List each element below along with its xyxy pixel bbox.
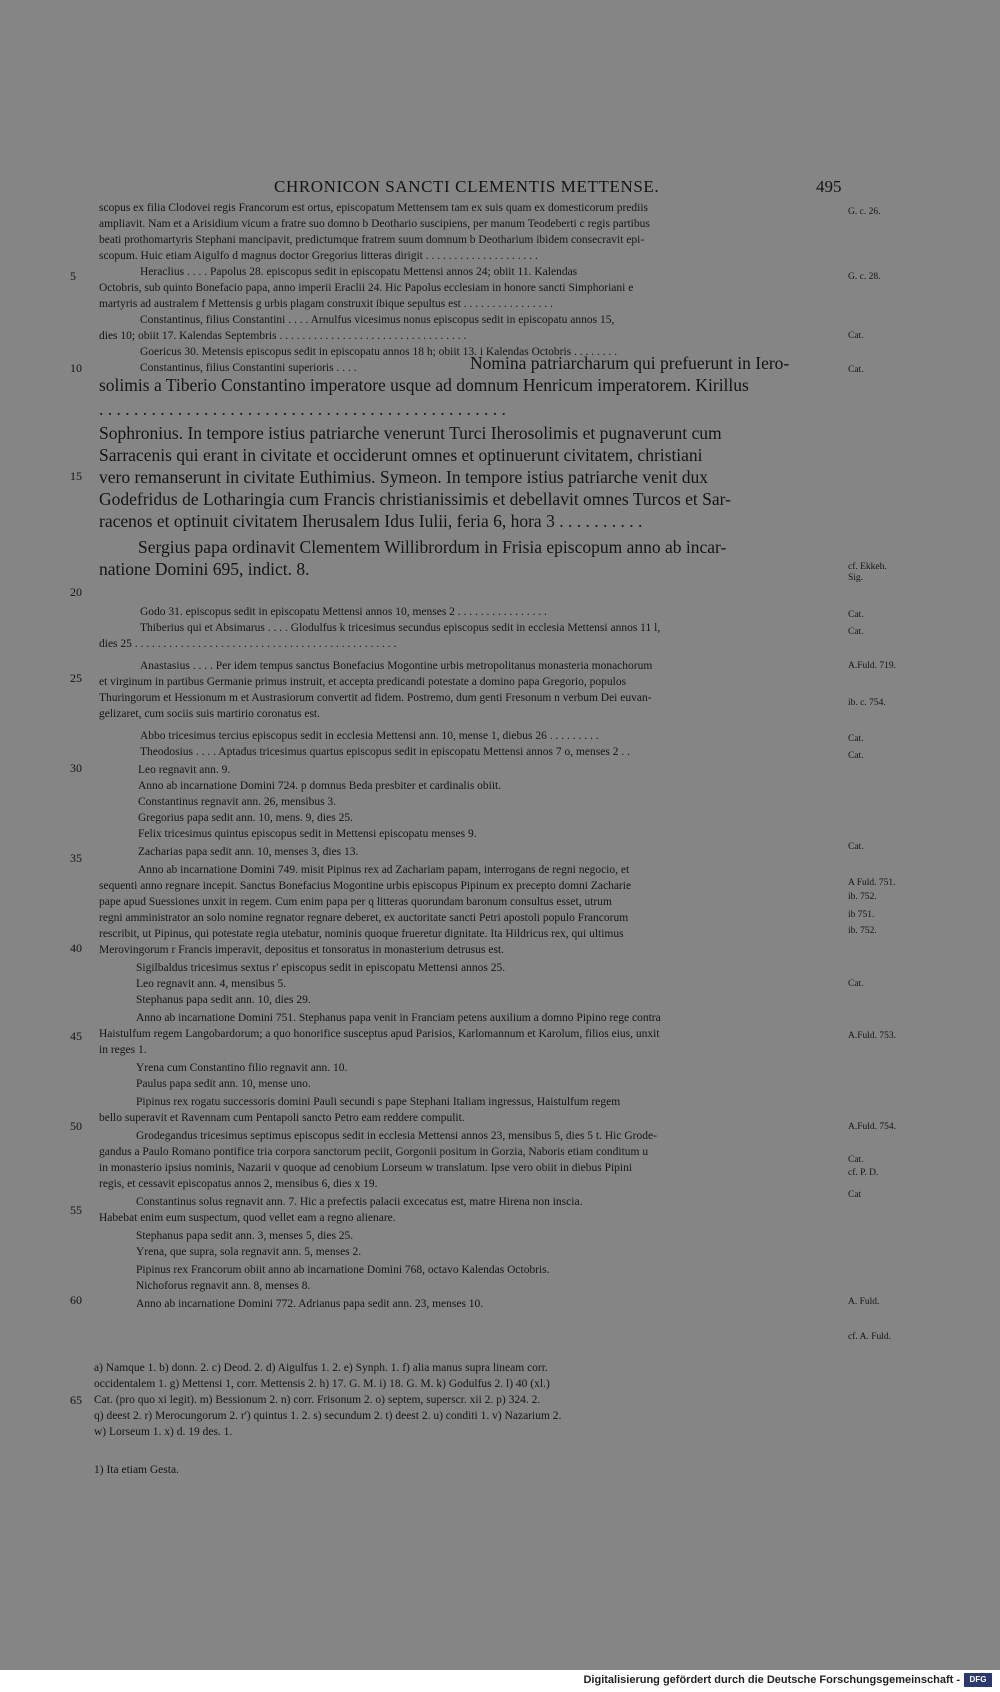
text-line: in reges 1. (99, 1044, 147, 1056)
text-line: Anastasius . . . . Per idem tempus sanctus Bonefacius Mogontine urbis metropolitanus monasteria monachorum (140, 660, 653, 672)
line-number: 30 (70, 761, 82, 775)
margin-note: G. c. 28. (848, 272, 881, 282)
text-line: Heraclius . . . . Papolus 28. episcopus sedit in episcopatu Mettensi annos 24; obiit 11. Kalendas (140, 266, 578, 278)
dfg-logo-icon: DFG (964, 1673, 992, 1687)
line-number: 55 (70, 1203, 82, 1217)
text-line: Leo regnavit ann. 9. (138, 764, 231, 776)
text-line: Pipinus rex Francorum obiit anno ab incarnatione Domini 768, octavo Kalendas Octobris. (136, 1264, 550, 1276)
text-line: Nomina patriarcharum qui prefuerunt in Iero- (470, 353, 790, 373)
margin-note: G. c. 26. (848, 207, 881, 217)
text-line: gandus a Paulo Romano pontifice tria corpora sanctorum peciit, Gorgonii positum in Gorzia, Naboris etiam conditum u (99, 1146, 649, 1158)
margin-note: cf. P. D. (848, 1168, 879, 1178)
text-line: Constantinus, filius Constantini . . . . Arnulfus vicesimus nonus episcopus sedit in episcopatu annos 15, (140, 314, 615, 326)
text-line: et virginum in partibus Germanie primus instruit, et accepta predicandi potestate a domino papa Gregorio, populos (99, 676, 627, 688)
text-line: Abbo tricesimus tercius episcopus sedit in ecclesia Mettensi ann. 10, mense 1, diebus 26 . . . . . . . . . (140, 730, 599, 742)
margin-note: Cat. (848, 365, 864, 375)
text-line: natione Domini 695, indict. 8. (99, 559, 310, 579)
text-line: Nichoforus regnavit ann. 8, menses 8. (136, 1280, 311, 1292)
text-line: scopum. Huic etiam Aigulfo d magnus doctor Gregorius litteras dirigit . . . . . . . . . . . . . . . . . . . . (99, 250, 538, 262)
margin-note: ib 751. (848, 910, 875, 920)
margin-note: cf. A. Fuld. (848, 1332, 892, 1342)
margin-note: Cat. (848, 751, 864, 761)
text-line: Stephanus papa sedit ann. 10, dies 29. (136, 994, 311, 1006)
text-line: Cat. (pro quo xi legit). m) Bessionum 2. n) corr. Frisonum 2. o) septem, superscr. xii 2. p) 324. 2. (94, 1394, 541, 1406)
text-line: 1) Ita etiam Gesta. (94, 1464, 179, 1476)
text-line: Thuringorum et Hessionum m et Austrasiorum convertit ad fidem. Postremo, dum genti Fresonum n verbum Dei euvan- (99, 692, 652, 704)
text-line: dies 10; obiit 17. Kalendas Septembris . . . . . . . . . . . . . . . . . . . . . . . . . . . . . . . . . (99, 330, 467, 342)
margin-note: Cat. (848, 331, 864, 341)
text-line: regni amministrator an solo nomine regnator regnare deberet, ex auctoritate sancti Petri apostoli populo Francorum (99, 912, 629, 924)
text-line: regis, et cessavit episcopatus annos 2, mensibus 6, dies x 19. (99, 1178, 378, 1190)
text-line: Pipinus rex rogatu successoris domini Pauli secundi s pape Stephani Italiam ingressus, Haistulfum regem (136, 1096, 621, 1108)
margin-note: Cat. (848, 610, 864, 620)
text-line: . . . . . . . . . . . . . . . . . . . . . . . . . . . . . . . . . . . . . . . . . . . . . . . (99, 399, 506, 419)
footer-bar (0, 1670, 1000, 1692)
text-line: Anno ab incarnatione Domini 772. Adrianus papa sedit ann. 23, menses 10. (136, 1298, 484, 1310)
text-line: Godefridus de Lotharingia cum Francis christianissimis et debellavit omnes Turcos et Sar- (99, 489, 731, 509)
line-number: 65 (70, 1393, 82, 1407)
text-line: Godo 31. episcopus sedit in episcopatu Mettensi annos 10, menses 2 . . . . . . . . . . . . . . . . (140, 606, 547, 618)
text-line: dies 25 . . . . . . . . . . . . . . . . . . . . . . . . . . . . . . . . . . . . . . . . . . . . . . (99, 638, 397, 650)
line-number: 20 (70, 585, 82, 599)
text-line: Constantinus solus regnavit ann. 7. Hic a prefectis palacii excecatus est, matre Hirena non inscia. (136, 1196, 583, 1208)
text-line: q) deest 2. r) Merocungorum 2. r') quintus 1. 2. s) secundum 2. t) deest 2. u) conditi 1. v) Nazarium 2. (94, 1410, 562, 1422)
text-line: sequenti anno regnare incepit. Sanctus Bonefacius Mogontine urbis episcopus Pipinum ex precepto domni Zacharie (99, 880, 632, 892)
text-line: Leo regnavit ann. 4, mensibus 5. (136, 978, 287, 990)
text-line: bello superavit et Ravennam cum Pentapoli sancto Petro eam reddere compulit. (99, 1112, 465, 1124)
text-line: occidentalem 1. g) Mettensi 1, corr. Mettensis 2. h) 17. G. M. i) 18. G. M. k) Godulfus 2. l) 40 (xl.) (94, 1378, 550, 1390)
text-line: Sergius papa ordinavit Clementem Willibrordum in Frisia episcopum anno ab incar- (138, 537, 727, 557)
text-line: Octobris, sub quinto Bonefacio papa, anno imperii Eraclii 24. Hic Papolus ecclesiam in honore sancti Simphoriani e (99, 282, 634, 294)
margin-note: Cat. (848, 627, 864, 637)
margin-note: Cat. (848, 734, 864, 744)
text-line: rescribit, ut Pipinus, qui potestate regia utebatur, nominis quoque frueretur dignitate. Ita Hildricus rex, qui ultimus (99, 928, 624, 940)
line-number: 10 (70, 361, 82, 375)
text-line: ampliavit. Nam et a Arisidium vicum a fratre suo domno b Deothario suscipiens, per manum Teodeberti c regis partibus (99, 218, 650, 230)
text-line: pape apud Suessiones unxit in regem. Cum enim papa per q litteras quorundam baronum consultus esset, utrum (99, 896, 612, 908)
text-line: Paulus papa sedit ann. 10, mense uno. (136, 1078, 311, 1090)
margin-note: ib. 752. (848, 926, 877, 936)
text-line: Sarracenis qui erant in civitate et occiderunt omnes et optinuerunt civitatem, christiani (99, 445, 703, 465)
running-title: CHRONICON SANCTI CLEMENTIS METTENSE. (274, 177, 660, 196)
text-line: Anno ab incarnatione Domini 749. misit Pipinus rex ad Zachariam papam, interrogans de regni negocio, et (138, 864, 630, 876)
text-line: Sophronius. In tempore istius patriarche venerunt Turci Iherosolimis et pugnaverunt cum (99, 423, 722, 443)
line-number: 45 (70, 1029, 82, 1043)
line-number: 35 (70, 851, 82, 865)
text-line: Theodosius . . . . Aptadus tricesimus quartus episcopus sedit in episcopatu Mettensi annos 7 o, menses 2 . . (140, 746, 630, 758)
text-line: in monasterio ipsius nominis, Nazarii v quoque ad cenobium Lorseum w translatum. Ipse vero obiit in diebus Pipini (99, 1162, 633, 1174)
text-line: Merovingorum r Francis imperavit, depositus et tonsoratus in monasterium detrusus est. (99, 944, 504, 956)
text-line: Sigilbaldus tricesimus sextus r' episcopus sedit in episcopatu Mettensi annos 25. (136, 962, 506, 974)
line-number: 60 (70, 1293, 82, 1307)
text-line: Haistulfum regem Langobardorum; a quo honorifice susceptus apud Parisios, Karlomannum et Karolum, filios eius, unxit (99, 1028, 660, 1040)
text-line: beati prothomartyris Stephani mancipavit, predictumque fratrem suum domnum b Deotharium ibidem consecravit epi- (99, 234, 645, 246)
text-line: Yrena cum Constantino filio regnavit ann. 10. (136, 1062, 348, 1074)
text-line: gelizaret, cum sociis suis martirio coronatus est. (99, 708, 320, 720)
line-number: 50 (70, 1119, 82, 1133)
margin-note: A.Fuld. 753. (848, 1031, 897, 1041)
text-line: Gregorius papa sedit ann. 10, mens. 9, dies 25. (138, 812, 353, 824)
line-number: 5 (70, 269, 76, 283)
text-line: scopus ex filia Clodovei regis Francorum est ortus, episcopatum Mettensem tam ex suis quam ex domesticorum prediis (99, 202, 649, 214)
line-number: 25 (70, 671, 82, 685)
text-line: martyris ad australem f Mettensis g urbis plagam construxit ibique sepultus est . . . . . . . . . . . . . . . . (99, 298, 553, 310)
margin-note: Sig. (848, 573, 864, 583)
text-line: Habebat enim eum suspectum, quod vellet eam a regno alienare. (99, 1212, 396, 1224)
margin-note: Cat. (848, 979, 864, 989)
text-line: Anno ab incarnatione Domini 724. p domnus Beda presbiter et cardinalis obiit. (138, 780, 502, 792)
text-line: racenos et optinuit civitatem Iherusalem Idus Iulii, feria 6, hora 3 . . . . . . . . . . (99, 511, 643, 531)
margin-note: Cat. (848, 1155, 864, 1165)
margin-note: A Fuld. 751. (848, 878, 896, 888)
line-number: 40 (70, 941, 82, 955)
text-line: vero remanserunt in civitate Euthimius. Symeon. In tempore istius patriarche venit dux (99, 467, 708, 487)
text-line: w) Lorseum 1. x) d. 19 des. 1. (94, 1426, 233, 1438)
text-line: Goericus 30. Metensis episcopus sedit in episcopatu annos 18 h; obiit 13. i Kalendas Octobris . . . . . . . . (140, 346, 618, 358)
text-line: a) Namque 1. b) donn. 2. c) Deod. 2. d) Aigulfus 1. 2. e) Synph. 1. f) alia manus supra lineam corr. (94, 1362, 548, 1374)
margin-note: cf. Ekkeh. (848, 562, 887, 572)
text-line: Constantinus regnavit ann. 26, mensibus 3. (138, 796, 337, 808)
text-line: Anno ab incarnatione Domini 751. Stephanus papa venit in Franciam petens auxilium a domno Pipino rege contra (136, 1012, 661, 1024)
text-line: Zacharias papa sedit ann. 10, menses 3, dies 13. (138, 846, 359, 858)
line-number: 15 (70, 469, 82, 483)
text-line: Grodegandus tricesimus septimus episcopus sedit in ecclesia Mettensi annos 23, mensibus 5, dies 5 t. Hic Grode- (136, 1130, 657, 1142)
text-line: Yrena, que supra, sola regnavit ann. 5, menses 2. (136, 1246, 362, 1258)
margin-note: A.Fuld. 754. (848, 1122, 897, 1132)
margin-note: A. Fuld. (848, 1297, 880, 1307)
text-line: solimis a Tiberio Constantino imperatore usque ad domnum Henricum imperatorem. Kirillus (99, 375, 749, 395)
text-line: Stephanus papa sedit ann. 3, menses 5, dies 25. (136, 1230, 354, 1242)
margin-note: A.Fuld. 719. (848, 661, 897, 671)
page-number: 495 (816, 177, 842, 196)
margin-note: ib. 752. (848, 892, 877, 902)
footer-credit: Digitalisierung gefördert durch die Deutsche Forschungsgemeinschaft - (583, 1674, 960, 1686)
margin-note: ib. c. 754. (848, 698, 886, 708)
text-line: Felix tricesimus quintus episcopus sedit in Mettensi episcopatu menses 9. (138, 828, 477, 840)
text-line: Constantinus, filius Constantini superioris . . . . (140, 362, 357, 374)
margin-note: Cat. (848, 842, 864, 852)
text-line: Thiberius qui et Absimarus . . . . Glodulfus k tricesimus secundus episcopus sedit in ecclesia Mettensi annos 11 l, (140, 622, 661, 634)
margin-note: Cat (848, 1190, 862, 1200)
